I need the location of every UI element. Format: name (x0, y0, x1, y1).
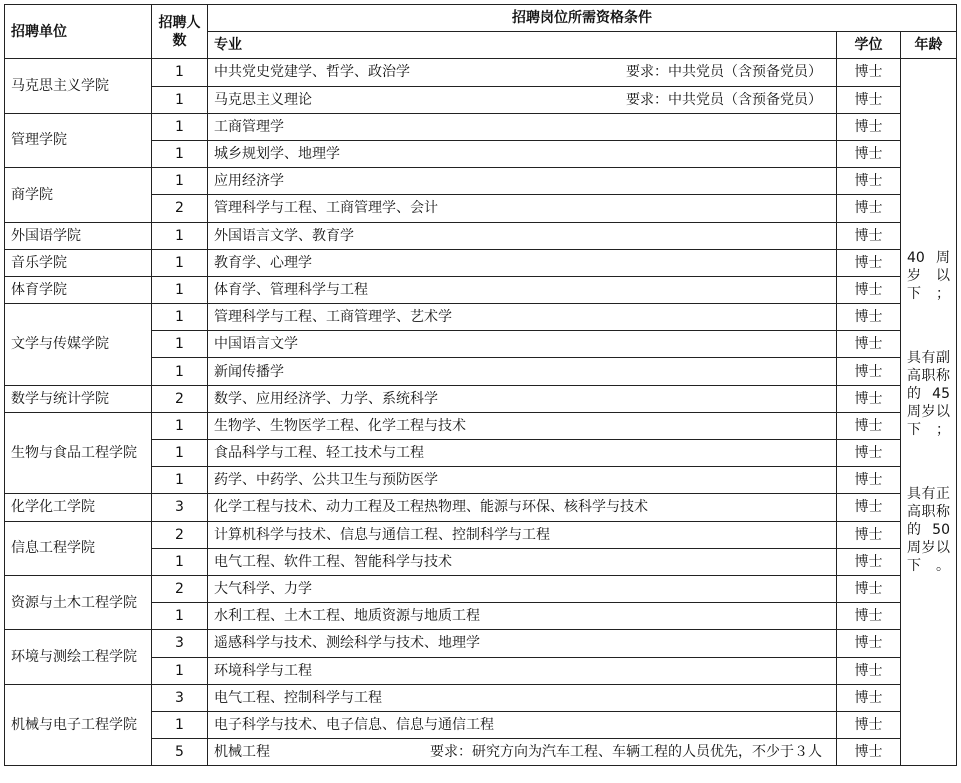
major-text: 化学工程与技术、动力工程及工程热物理、能源与环保、核科学与技术 (214, 499, 648, 516)
degree: 博士 (837, 521, 901, 548)
requirement-text: 要求：研究方向为汽车工程、车辆工程的人员优先，不少于３人 (430, 744, 822, 761)
header-major: 专业 (208, 32, 837, 59)
degree: 博士 (837, 412, 901, 439)
major-cell (208, 168, 837, 195)
degree: 博士 (837, 385, 901, 412)
unit-name: 资源与土木工程学院 (5, 575, 152, 629)
headcount: 1 (152, 358, 208, 385)
major-cell (208, 140, 837, 167)
headcount: 2 (152, 521, 208, 548)
major-text: 食品科学与工程、轻工技术与工程 (214, 445, 424, 462)
degree: 博士 (837, 222, 901, 249)
major-text: 遥感科学与技术、测绘科学与技术、地理学 (214, 635, 480, 652)
major-text: 城乡规划学、地理学 (214, 146, 340, 163)
degree: 博士 (837, 494, 901, 521)
major-cell (208, 412, 837, 439)
major-cell (208, 358, 837, 385)
degree: 博士 (837, 86, 901, 113)
headcount: 1 (152, 304, 208, 331)
major-cell (208, 113, 837, 140)
header-conditions: 招聘岗位所需资格条件 (208, 5, 957, 32)
degree: 博士 (837, 168, 901, 195)
table-row (5, 249, 957, 276)
major-cell (208, 385, 837, 412)
major-cell (208, 521, 837, 548)
degree: 博士 (837, 304, 901, 331)
headcount: 1 (152, 140, 208, 167)
unit-name: 信息工程学院 (5, 521, 152, 575)
degree: 博士 (837, 249, 901, 276)
degree: 博士 (837, 684, 901, 711)
headcount: 2 (152, 195, 208, 222)
major-cell (208, 86, 837, 113)
degree: 博士 (837, 548, 901, 575)
major-text: 体育学、管理科学与工程 (214, 281, 368, 298)
major-text: 大气科学、力学 (214, 581, 312, 598)
header-unit: 招聘单位 (5, 5, 152, 59)
degree: 博士 (837, 113, 901, 140)
unit-name: 外国语学院 (5, 222, 152, 249)
major-text: 新闻传播学 (214, 363, 284, 380)
table-row (5, 222, 957, 249)
major-cell (208, 304, 837, 331)
degree: 博士 (837, 657, 901, 684)
requirement-text: 要求：中共党员（含预备党员） (626, 91, 822, 108)
headcount: 1 (152, 113, 208, 140)
headcount: 2 (152, 575, 208, 602)
major-text: 水利工程、土木工程、地质资源与地质工程 (214, 608, 480, 625)
header-degree: 学位 (837, 32, 901, 59)
major-cell (208, 276, 837, 303)
major-cell (208, 59, 837, 86)
major-text: 计算机科学与技术、信息与通信工程、控制科学与工程 (214, 526, 550, 543)
requirement-text: 要求：中共党员（含预备党员） (626, 64, 822, 81)
major-text: 生物学、生物医学工程、化学工程与技术 (214, 417, 466, 434)
major-cell (208, 630, 837, 657)
major-text: 马克思主义理论 (214, 91, 312, 108)
major-text: 中共党史党建学、哲学、政治学 (214, 64, 410, 81)
headcount: 1 (152, 467, 208, 494)
unit-name: 马克思主义学院 (5, 59, 152, 113)
table-row (5, 59, 957, 86)
unit-name: 数学与统计学院 (5, 385, 152, 412)
major-cell (208, 440, 837, 467)
age-note: 具有副高职称的 45 周岁以下； (907, 350, 950, 439)
major-text: 中国语言文学 (214, 336, 298, 353)
major-text: 工商管理学 (214, 118, 284, 135)
table-row (5, 630, 957, 657)
major-cell (208, 603, 837, 630)
major-cell (208, 711, 837, 738)
header-age: 年龄 (901, 32, 957, 59)
unit-name: 音乐学院 (5, 249, 152, 276)
degree: 博士 (837, 331, 901, 358)
table-row (5, 304, 957, 331)
recruitment-table (4, 4, 957, 766)
degree: 博士 (837, 276, 901, 303)
major-text: 电气工程、控制科学与工程 (214, 689, 382, 706)
major-cell (208, 467, 837, 494)
unit-name: 化学化工学院 (5, 494, 152, 521)
major-cell (208, 249, 837, 276)
table-row (5, 494, 957, 521)
degree: 博士 (837, 630, 901, 657)
major-cell (208, 739, 837, 766)
table-row (5, 385, 957, 412)
degree: 博士 (837, 467, 901, 494)
degree: 博士 (837, 575, 901, 602)
major-text: 电气工程、软件工程、智能科学与技术 (214, 553, 452, 570)
unit-name: 文学与传媒学院 (5, 304, 152, 386)
headcount: 1 (152, 86, 208, 113)
headcount: 1 (152, 412, 208, 439)
major-text: 教育学、心理学 (214, 254, 312, 271)
major-cell (208, 548, 837, 575)
degree: 博士 (837, 603, 901, 630)
major-cell (208, 222, 837, 249)
unit-name: 环境与测绘工程学院 (5, 630, 152, 684)
headcount: 1 (152, 276, 208, 303)
degree: 博士 (837, 711, 901, 738)
table-row (5, 575, 957, 602)
major-cell (208, 494, 837, 521)
table-row (5, 684, 957, 711)
age-note: 具有正高职称的 50 周岁以下。 (907, 486, 950, 575)
table-row (5, 276, 957, 303)
headcount: 1 (152, 603, 208, 630)
headcount: 1 (152, 222, 208, 249)
degree: 博士 (837, 739, 901, 766)
degree: 博士 (837, 358, 901, 385)
major-text: 机械工程 (214, 744, 270, 761)
major-text: 电子科学与技术、电子信息、信息与通信工程 (214, 716, 494, 733)
age-requirement (901, 59, 957, 766)
table-row (5, 521, 957, 548)
unit-name: 体育学院 (5, 276, 152, 303)
headcount: 3 (152, 684, 208, 711)
unit-name: 生物与食品工程学院 (5, 412, 152, 494)
major-text: 数学、应用经济学、力学、系统科学 (214, 390, 438, 407)
header-row-1 (5, 5, 957, 32)
degree: 博士 (837, 59, 901, 86)
major-cell (208, 575, 837, 602)
headcount: 5 (152, 739, 208, 766)
table-row (5, 412, 957, 439)
major-cell (208, 331, 837, 358)
degree: 博士 (837, 140, 901, 167)
headcount: 1 (152, 249, 208, 276)
major-text: 环境科学与工程 (214, 662, 312, 679)
headcount: 2 (152, 385, 208, 412)
unit-name: 机械与电子工程学院 (5, 684, 152, 766)
headcount: 1 (152, 440, 208, 467)
headcount: 1 (152, 548, 208, 575)
table-row (5, 113, 957, 140)
major-text: 外国语言文学、教育学 (214, 227, 354, 244)
major-text: 管理科学与工程、工商管理学、会计 (214, 200, 438, 217)
headcount: 3 (152, 630, 208, 657)
header-count: 招聘人数 (152, 5, 208, 59)
major-cell (208, 684, 837, 711)
headcount: 3 (152, 494, 208, 521)
headcount: 1 (152, 331, 208, 358)
headcount: 1 (152, 59, 208, 86)
unit-name: 管理学院 (5, 113, 152, 167)
headcount: 1 (152, 168, 208, 195)
table-body (5, 5, 957, 766)
unit-name: 商学院 (5, 168, 152, 222)
headcount: 1 (152, 711, 208, 738)
major-text: 药学、中药学、公共卫生与预防医学 (214, 472, 438, 489)
major-text: 管理科学与工程、工商管理学、艺术学 (214, 309, 452, 326)
headcount: 1 (152, 657, 208, 684)
degree: 博士 (837, 195, 901, 222)
degree: 博士 (837, 440, 901, 467)
table-row (5, 168, 957, 195)
major-cell (208, 657, 837, 684)
age-note: 40 周岁以下； (907, 250, 950, 303)
major-cell (208, 195, 837, 222)
major-text: 应用经济学 (214, 173, 284, 190)
